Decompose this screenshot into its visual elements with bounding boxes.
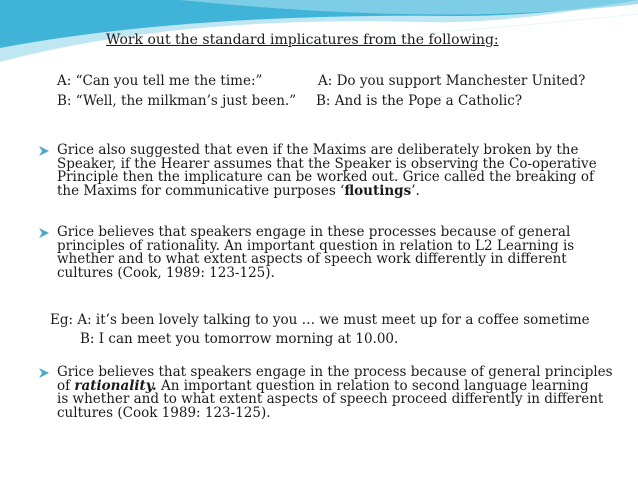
example-left-a: A: “Can you tell me the time:” (57, 73, 263, 89)
bullet-1-text (57, 144, 617, 198)
arrow-bullet-icon (37, 144, 51, 158)
eg-line-b: B: I can meet you tomorrow morning at 10.00. (80, 331, 399, 347)
bullet-1-line: Grice also suggested that even if the Maxims are deliberately broken by the (57, 142, 579, 158)
instruction-heading: Work out the standard implicatures from the following: (106, 32, 499, 48)
example-right-a: A: Do you support Manchester United? (318, 73, 586, 89)
eg-line-a: Eg: A: it’s been lovely talking to you … we must meet up for a coffee sometime (50, 312, 590, 328)
bullet-2-line: cultures (Cook, 1989: 123-125). (57, 264, 275, 281)
bullet-1-line: the Maxims for communicative purposes ‘floutings’. (57, 182, 420, 199)
example-left-b: B: “Well, the milkman’s just been.” (57, 93, 297, 109)
bullet-2-text (57, 226, 617, 280)
floutings-term: floutings (344, 182, 412, 199)
bullet-3-line: Grice believes that speakers engage in the process because of general principles (57, 364, 613, 380)
arrow-bullet-icon (37, 366, 51, 380)
arrow-bullet-icon (37, 226, 51, 240)
bullet-3-line: of rationality. An important question in relation to second language learning (57, 377, 589, 394)
bullet-3-text (57, 366, 617, 420)
bullet-3-line: cultures (Cook 1989: 123-125). (57, 404, 271, 421)
rationality-term: rationality. (74, 377, 157, 394)
bullet-1-line: Speaker, if the Hearer assumes that the Speaker is observing the Co-operative (57, 155, 597, 172)
bullet-3-line: is whether and to what extent aspects of speech proceed differently in different (57, 391, 604, 407)
bullet-1-line: Principle then the implicature can be worked out. Grice called the breaking of (57, 169, 594, 185)
example-right-b: B: And is the Pope a Catholic? (316, 93, 523, 109)
bullet-2-line: whether and to what extent aspects of speech work differently in different (57, 251, 567, 267)
bullet-2-line: principles of rationality. An important question in relation to L2 Learning is (57, 237, 575, 254)
bullet-2-line: Grice believes that speakers engage in these processes because of general (57, 224, 571, 240)
